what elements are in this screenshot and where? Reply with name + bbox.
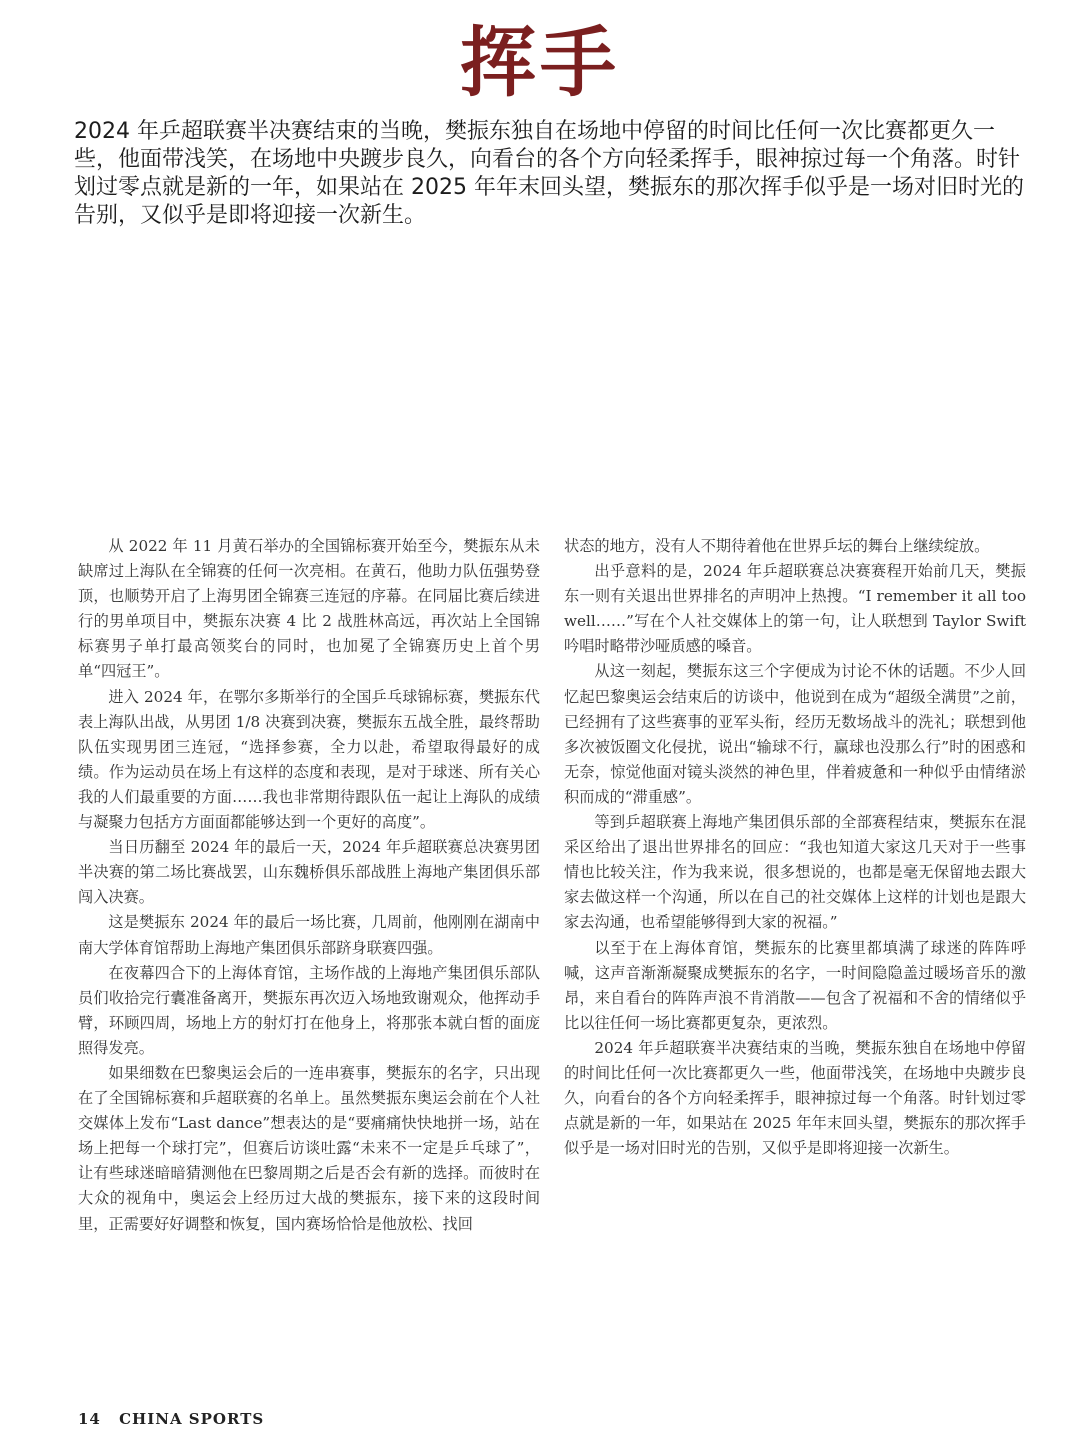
page-title: 挥手: [460, 18, 620, 107]
photo-area: [0, 260, 1080, 520]
lede-paragraph: 2024 年乒超联赛半决赛结束的当晚，樊振东独自在场地中停留的时间比任何一次比赛都更久一些，他面带浅笑，在场地中央踱步良久，向看台的各个方向轻柔挥手，眼神掠过每一个角落。时针划过零点就是新的一年，如果站在 2025 年年末回头望，樊振东的那次挥手似乎是一场对旧时光的告别，又似乎是即将迎接一次新生。: [74, 119, 1024, 228]
body-paragraph: 等到乒超联赛上海地产集团俱乐部的全部赛程结束，樊振东在混采区给出了退出世界排名的回应：“我也知道大家这几天对于一些事情也比较关注，作为我来说，很多想说的，也都是毫无保留地去跟大家去做这样一个沟通，所以在自己的社交媒体上这样的计划也是跟大家去沟通，也希望能够得到大家的祝福。”: [564, 813, 1026, 932]
page-footer: [78, 1410, 264, 1428]
body-paragraph: 进入 2024 年，在鄂尔多斯举行的全国乒乓球锦标赛，樊振东代表上海队出战，从男团 1/8 决赛到决赛，樊振东五战全胜，最终帮助队伍实现男团三连冠，“选择参赛，全力以赴，希望取得最好的成绩。作为运动员在场上有这样的态度和表现，是对于球迷、所有关心我的人们最重要的方面……我也非常期待跟队伍一起让上海队的成绩与凝聚力包括方方面面都能够达到一个更好的高度”。: [78, 687, 540, 832]
page-number: 14: [78, 1410, 101, 1428]
body-paragraph: 出乎意料的是，2024 年乒超联赛总决赛赛程开始前几天，樊振东一则有关退出世界排名的声明冲上热搜。“I remember it all too well……”写在个人社交媒体上的第一句，让人联想到 Taylor Swift 吟唱时略带沙哑质感的嗓音。: [564, 562, 1026, 656]
body-paragraph: 从这一刻起，樊振东这三个字便成为讨论不休的话题。不少人回忆起巴黎奥运会结束后的访谈中，他说到在成为“超级全满贯”之前，已经拥有了这些赛事的亚军头衔，经历无数场战斗的洗礼；联想到他多次被饭圈文化侵扰，说出“输球不行，赢球也没那么行”时的困惑和无奈，惊觉他面对镜头淡然的神色里，伴着疲惫和一种似乎由情绪淤积而成的“滞重感”。: [564, 662, 1026, 806]
body-column-left: [78, 534, 540, 1237]
body-paragraph: 以至于在上海体育馆，樊振东的比赛里都填满了球迷的阵阵呼喊，这声音渐渐凝聚成樊振东的名字，一时间隐隐盖过暖场音乐的激昂，来自看台的阵阵声浪不肯消散——包含了祝福和不舍的情绪似乎比以往任何一场比赛都更复杂，更浓烈。: [564, 938, 1026, 1032]
body-paragraph: 如果细数在巴黎奥运会后的一连串赛事，樊振东的名字，只出现在了全国锦标赛和乒超联赛的名单上。虽然樊振东奥运会前在个人社交媒体上发布“Last dance”想表达的是“要痛痛快快地拼一场，站在场上把每一个球打完”，但赛后访谈吐露“未来不一定是乒乓球了”，让有些球迷暗暗猜测他在巴黎周期之后是否会有新的选择。而彼时在大众的视角中，奥运会上经历过大战的樊振东，接下来的这段时间里，正需要好好调整和恢复，国内赛场恰恰是他放松、找回: [78, 1063, 540, 1233]
body-paragraph: 在夜幕四合下的上海体育馆，主场作战的上海地产集团俱乐部队员们收拾完行囊准备离开，樊振东再次迈入场地致谢观众，他挥动手臂，环顾四周，场地上方的射灯打在他身上，将那张本就白皙的面庞照得发亮。: [78, 963, 540, 1057]
body-paragraph: 当日历翻至 2024 年的最后一天，2024 年乒超联赛总决赛男团半决赛的第二场比赛战罢，山东魏桥俱乐部战胜上海地产集团俱乐部闯入决赛。: [78, 838, 540, 907]
body-paragraph: 从 2022 年 11 月黄石举办的全国锦标赛开始至今，樊振东从未缺席过上海队在全锦赛的任何一次亮相。在黄石，他助力队伍强势登顶，也顺势开启了上海男团全锦赛三连冠的序幕。在同届比赛后续进行的男单项目中，樊振东决赛 4 比 2 战胜林高远，再次站上全国锦标赛男子单打最高领奖台的同时，也加冕了全锦赛历史上首个男单“四冠王”。: [78, 537, 540, 681]
magazine-name: CHINA SPORTS: [119, 1410, 265, 1428]
body-paragraph-continuation: 状态的地方，没有人不期待着他在世界乒坛的舞台上继续绽放。: [564, 537, 990, 555]
body-column-right: [564, 534, 1026, 1161]
body-paragraph: 这是樊振东 2024 年的最后一场比赛，几周前，他刚刚在湖南中南大学体育馆帮助上海地产集团俱乐部跻身联赛四强。: [78, 913, 540, 957]
body-paragraph: 2024 年乒超联赛半决赛结束的当晚，樊振东独自在场地中停留的时间比任何一次比赛都更久一些，他面带浅笑，在场地中央踱步良久，向看台的各个方向轻柔挥手，眼神掠过每一个角落。时针划过零点就是新的一年，如果站在 2025 年年末回头望，樊振东的那次挥手似乎是一场对旧时光的告别，又似乎是即将迎接一次新生。: [564, 1038, 1026, 1158]
